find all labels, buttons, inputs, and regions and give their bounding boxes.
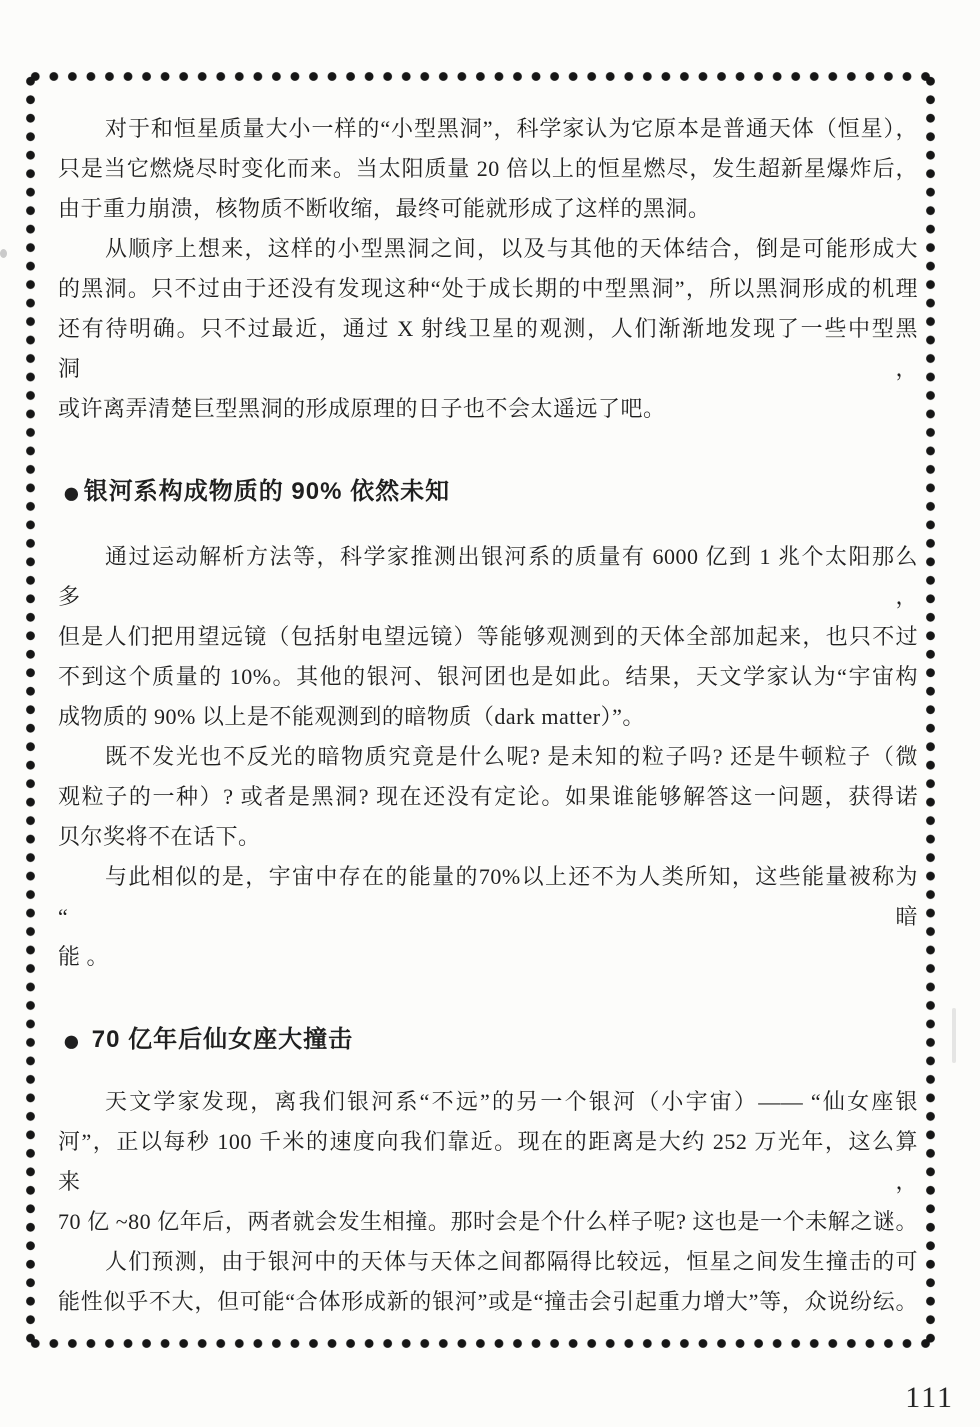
para-dark-energy bbox=[58, 857, 918, 977]
section-heading-dark-matter bbox=[62, 472, 918, 512]
text-line: 通过运动解析方法等，科学家推测出银河系的质量有 6000 亿到 1 兆个太阳那么多， bbox=[58, 544, 918, 609]
dotted-border-bottom bbox=[26, 1339, 935, 1348]
bullet-icon: ● bbox=[62, 474, 82, 510]
text-line: 观粒子的一种）? 或者是黑洞? 现在还没有定论。如果谁能够解答这一问题，获得诺 bbox=[58, 784, 918, 809]
scan-artifact bbox=[0, 249, 7, 258]
text-line: 的黑洞。只不过由于还没有发现这种“处于成长期的中型黑洞”，所以黑洞形成的机理 bbox=[58, 276, 918, 301]
text-line: 既不发光也不反光的暗物质究竟是什么呢? 是未知的粒子吗? 还是牛顿粒子（微 bbox=[105, 744, 918, 769]
text-line: 70 亿 ~80 亿年后，两者就会发生相撞。那时会是个什么样子呢? 这也是一个未解之谜。 bbox=[58, 1209, 918, 1234]
text-line: 贝尔奖将不在话下。 bbox=[58, 824, 261, 849]
text-line: 或许离弄清楚巨型黑洞的形成原理的日子也不会太遥远了吧。 bbox=[58, 396, 666, 421]
para-small-black-hole-origin bbox=[58, 109, 918, 229]
text-line: 与此相似的是，宇宙中存在的能量的70%以上还不为人类所知，这些能量被称为“暗 bbox=[58, 864, 918, 929]
para-dark-matter-identity bbox=[58, 737, 918, 857]
heading-text: 70 亿年后仙女座大撞击 bbox=[91, 1026, 354, 1053]
text-line: 不到这个质量的 10%。其他的银河、银河团也是如此。结果，天文学家认为“宇宙构 bbox=[58, 664, 918, 689]
bullet-icon: ● bbox=[62, 1022, 82, 1058]
text-line: 人们预测，由于银河中的天体与天体之间都隔得比较远，恒星之间发生撞击的可 bbox=[105, 1249, 918, 1274]
text-line: 天文学家发现，离我们银河系“不远”的另一个银河（小宇宙）—— “仙女座银 bbox=[105, 1089, 918, 1114]
text-line: 由于重力崩溃，核物质不断收缩，最终可能就形成了这样的黑洞。 bbox=[58, 196, 711, 221]
dotted-border-top bbox=[26, 72, 935, 81]
page-number: 111 bbox=[905, 1381, 954, 1414]
text-line: 只是当它燃烧尽时变化而来。当太阳质量 20 倍以上的恒星燃尽，发生超新星爆炸后， bbox=[58, 156, 918, 181]
para-andromeda-approach bbox=[58, 1082, 918, 1242]
text-line: 河”，正以每秒 100 千米的速度向我们靠近。现在的距离是大约 252 万光年，这么算来， bbox=[58, 1129, 918, 1194]
para-collision-predictions bbox=[58, 1242, 918, 1322]
page-content bbox=[58, 109, 918, 1322]
scan-artifact bbox=[952, 1008, 956, 1063]
text-line: 还有待明确。只不过最近，通过 X 射线卫星的观测，人们渐渐地发现了一些中型黑洞， bbox=[58, 316, 918, 381]
dotted-border-right bbox=[926, 72, 935, 1348]
text-line: 从顺序上想来，这样的小型黑洞之间，以及与其他的天体结合，倒是可能形成大 bbox=[105, 236, 918, 261]
text-line: 能 。 bbox=[58, 944, 110, 969]
text-line: 成物质的 90% 以上是不能观测到的暗物质（dark matter）”。 bbox=[58, 704, 645, 729]
dotted-border-left bbox=[26, 72, 35, 1348]
heading-text: 银河系构成物质的 90% 依然未知 bbox=[83, 478, 451, 505]
section-heading-andromeda-collision bbox=[62, 1020, 918, 1060]
text-line: 能性似乎不大，但可能“合体形成新的银河”或是“撞击会引起重力增大”等，众说纷纭。 bbox=[58, 1289, 918, 1314]
para-galaxy-mass bbox=[58, 537, 918, 737]
text-line: 但是人们把用望远镜（包括射电望远镜）等能够观测到的天体全部加起来，也只不过 bbox=[58, 624, 918, 649]
text-line: 对于和恒星质量大小一样的“小型黑洞”，科学家认为它原本是普通天体（恒星）， bbox=[105, 116, 918, 141]
para-intermediate-black-holes bbox=[58, 229, 918, 429]
